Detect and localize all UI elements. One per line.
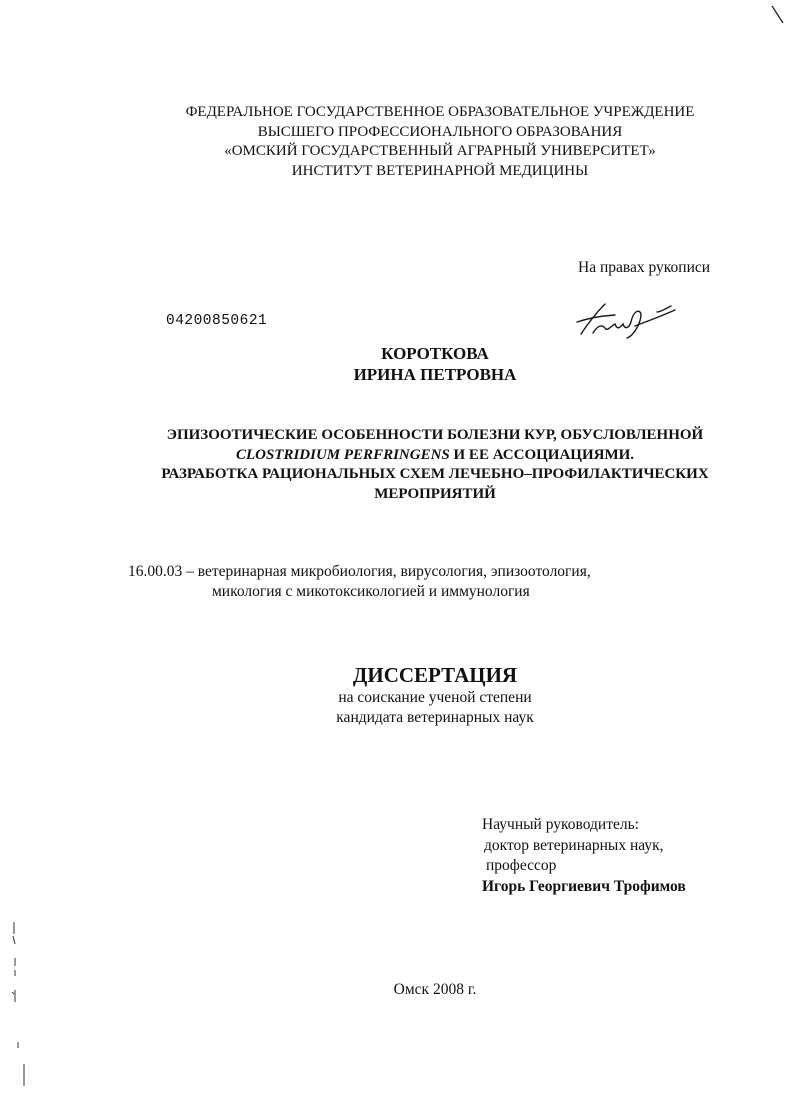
title-species-name: CLOSTRIDIUM PERFRINGENS [235,446,450,463]
signature-mark [575,300,685,342]
supervisor-block [482,815,772,897]
institution-line-4: ИНСТИТУТ ВЕТЕРИНАРНОЙ МЕДИЦИНЫ [291,162,589,179]
supervisor-degree: доктор ветеринарных наук, [484,836,664,854]
author-surname: КОРОТКОВА [381,344,489,363]
institution-header [120,103,760,181]
title-line-4: МЕРОПРИЯТИЙ [374,485,496,502]
supervisor-label: Научный руководитель: [482,816,639,833]
dissertation-line-1: на соискание ученой степени [338,689,532,706]
specialty-block [128,562,688,602]
dissertation-line-2: кандидата ветеринарных наук [336,709,534,726]
dissertation-title [100,426,770,504]
title-line-2 [100,446,770,466]
scan-artifact-edge-marks [4,918,30,1090]
registration-number: 04200850621 [166,313,268,329]
institution-line-3: «ОМСКИЙ ГОСУДАРСТВЕННЫЙ АГРАРНЫЙ УНИВЕРСИТЕТ» [224,143,656,159]
author-name [240,343,630,385]
title-line-3: РАЗРАБОТКА РАЦИОНАЛЬНЫХ СХЕМ ЛЕЧЕБНО–ПРОФИЛАКТИЧЕСКИХ [161,466,709,482]
rights-note: На правах рукописи [578,259,711,276]
specialty-line-1: 16.00.03 – ветеринарная микробиология, вирусология, эпизоотология, [128,563,591,580]
place-year: Омск 2008 г. [393,981,477,998]
supervisor-rank: профессор [486,857,557,874]
title-line-1: ЭПИЗООТИЧЕСКИЕ ОСОБЕННОСТИ БОЛЕЗНИ КУР, ОБУСЛОВЛЕННОЙ [166,427,704,443]
institution-line-2: ВЫСШЕГО ПРОФЕССИОНАЛЬНОГО ОБРАЗОВАНИЯ [257,123,623,140]
supervisor-name: Игорь Георгиевич Трофимов [482,877,686,895]
scan-artifact-mark [770,4,786,26]
institution-line-1: ФЕДЕРАЛЬНОЕ ГОСУДАРСТВЕННОЕ ОБРАЗОВАТЕЛЬНОЕ УЧРЕЖДЕНИЕ [185,104,695,120]
title-line-2-rest: И ЕЕ АССОЦИАЦИЯМИ. [449,446,635,463]
specialty-line-2: микология с микотоксикологией и иммунология [212,583,530,600]
dissertation-block [200,662,670,728]
author-given-names: ИРИНА ПЕТРОВНА [353,365,517,384]
dissertation-heading: ДИССЕРТАЦИЯ [352,663,518,687]
